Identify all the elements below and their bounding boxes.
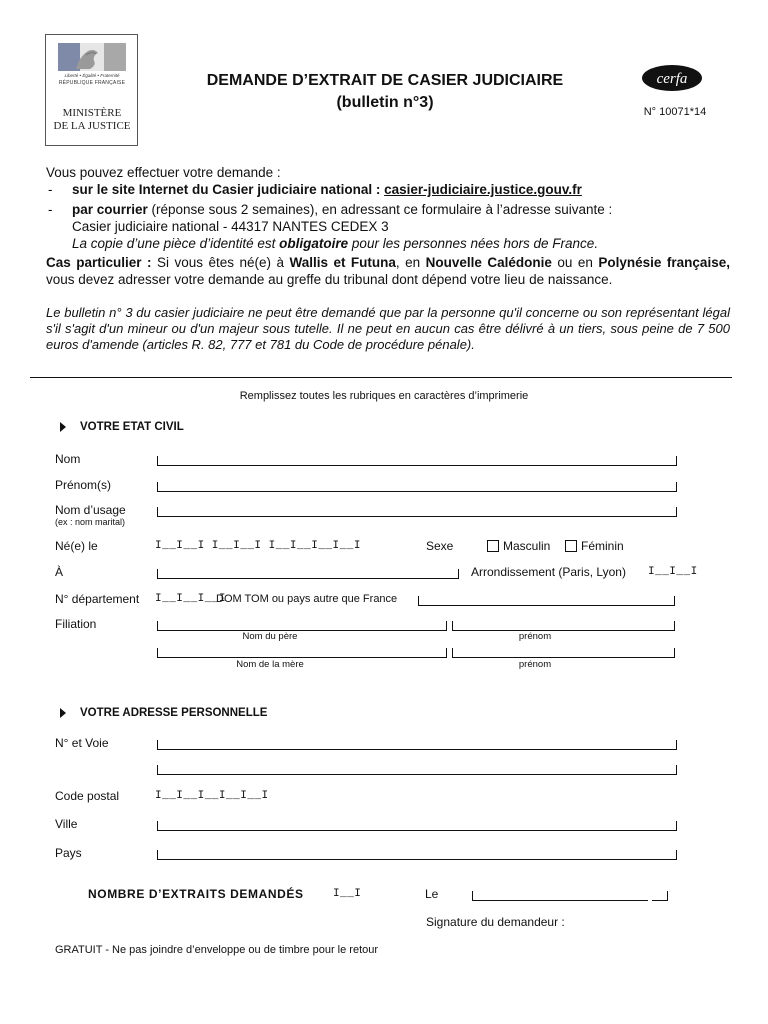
arrondissement-field[interactable]: I__I__I [648, 566, 698, 578]
cerfa-number: N° 10071*14 [643, 106, 707, 118]
date-label: Le [425, 887, 439, 901]
nom-mere-caption: Nom de la mère [236, 659, 304, 670]
code-postal-label: Code postal [55, 789, 120, 803]
field-end [676, 821, 677, 831]
date-field-end[interactable] [652, 900, 667, 901]
masculin-option[interactable]: Masculin [487, 539, 550, 553]
section-adresse: VOTRE ADRESSE PERSONNELLE [60, 707, 267, 719]
field-end [676, 765, 677, 775]
feminin-checkbox[interactable] [565, 540, 577, 552]
domtom-label: DOM TOM ou pays autre que France [216, 593, 398, 605]
lieu-label: À [55, 565, 64, 579]
pays-field[interactable] [158, 859, 676, 860]
triangle-bullet-icon [60, 708, 66, 718]
option-courrier: - par courrier (réponse sous 2 semaines), en adressant ce formulaire à l’adresse suivante : Casier judiciaire national - 44317 NANTES CEDEX 3 La copie d’une pièce d’identité est obligatoire pour les personnes nées hors de France. [48, 202, 613, 251]
field-end [674, 648, 675, 658]
departement-field[interactable]: I__I__I__I [155, 593, 227, 605]
masculin-checkbox[interactable] [487, 540, 499, 552]
voie-field-2[interactable] [158, 774, 676, 775]
lieu-field[interactable] [158, 578, 458, 579]
republic-text: RÉPUBLIQUE FRANÇAISE [58, 80, 126, 86]
prenom-mere-field[interactable] [453, 657, 674, 658]
option-internet: - sur le site Internet du Casier judiciaire national : casier-judiciaire.justice.gouv.fr [48, 182, 582, 197]
intro-lead: Vous pouvez effectuer votre demande : [46, 165, 281, 180]
field-end [446, 621, 447, 631]
page-title: DEMANDE D’EXTRAIT DE CASIER JUDICIAIRE (bulletin n°3) [206, 72, 564, 111]
nom-usage-label: Nom d’usage [55, 503, 126, 517]
filiation-label: Filiation [55, 617, 97, 631]
nb-extraits-field[interactable]: I__I [333, 888, 362, 900]
signature-label: Signature du demandeur : [426, 915, 565, 929]
date-field[interactable] [473, 900, 648, 901]
voie-label: N° et Voie [55, 736, 109, 750]
intro-block [46, 164, 730, 353]
nom-usage-note: (ex : nom marital) [55, 517, 126, 527]
nom-field[interactable] [158, 465, 676, 466]
special-case: Cas particulier : Si vous êtes né(e) à Wallis et Futuna, en Nouvelle Calédonie ou en Polynésie française, vous devez adresser votre demande au greffe du tribunal dont dépend votre lieu de naissance. [46, 255, 730, 287]
legal-warning: Le bulletin n° 3 du casier judiciaire ne peut être demandé que par la personne qu'il concerne ou son représentant légal s'il s'agit d'un mineur ou d'un majeur sous tutelle. Il ne peut en aucun cas être délivré à un tiers, sous peine de 7 500 euros d'amende (articles R. 82, 777 et 781 du Code de procédure pénale). [46, 305, 730, 352]
ville-label: Ville [55, 817, 78, 831]
postal-address: Casier judiciaire national - 44317 NANTES CEDEX 3 [72, 219, 389, 234]
field-end [676, 482, 677, 492]
birthdate-field[interactable]: I__I__I I__I__I I__I__I__I__I [155, 540, 361, 552]
field-end [674, 621, 675, 631]
cerfa-logo-icon [640, 63, 704, 93]
field-end [446, 648, 447, 658]
field-end [458, 569, 459, 579]
triangle-bullet-icon [60, 422, 66, 432]
gratuit-note: GRATUIT - Ne pas joindre d’enveloppe ou de timbre pour le retour [55, 944, 379, 956]
svg-text:cerfa: cerfa [656, 71, 688, 87]
fill-instructions: Remplissez toutes les rubriques en caractères d’imprimerie [239, 390, 529, 402]
domtom-field[interactable] [419, 605, 674, 606]
nom-mere-field[interactable] [158, 657, 446, 658]
prenom-field[interactable] [158, 491, 676, 492]
field-end [676, 456, 677, 466]
motto-text: Liberté • Égalité • Fraternité [64, 73, 120, 78]
prenom-mere-caption: prénom [518, 659, 552, 670]
prenom-label: Prénom(s) [55, 478, 112, 492]
naissance-label: Né(e) le [55, 539, 98, 553]
field-end [676, 507, 677, 517]
field-end [674, 596, 675, 606]
divider [30, 377, 732, 378]
prenom-pere-caption: prénom [518, 631, 552, 642]
nom-pere-caption: Nom du père [242, 631, 298, 642]
arrondissement-label: Arrondissement (Paris, Lyon) [471, 565, 626, 579]
field-end [667, 891, 668, 901]
field-end [676, 740, 677, 750]
nom-usage-field[interactable] [158, 516, 676, 517]
ministry-logo [45, 34, 138, 146]
sexe-label: Sexe [426, 539, 454, 553]
departement-label: N° département [55, 592, 140, 606]
marianne-icon [58, 43, 126, 71]
voie-field[interactable] [158, 749, 676, 750]
section-etat-civil: VOTRE ETAT CIVIL [60, 421, 184, 433]
feminin-option[interactable]: Féminin [565, 539, 624, 553]
nb-extraits-label: NOMBRE D’EXTRAITS DEMANDÉS [88, 887, 304, 901]
field-end [676, 850, 677, 860]
ministry-name: MINISTÈRE DE LA JUSTICE [53, 107, 131, 132]
code-postal-field[interactable]: I__I__I__I__I__I [155, 790, 269, 802]
website-link[interactable]: casier-judiciaire.justice.gouv.fr [384, 182, 582, 197]
nom-label: Nom [55, 452, 81, 466]
pays-label: Pays [55, 846, 82, 860]
ville-field[interactable] [158, 830, 676, 831]
